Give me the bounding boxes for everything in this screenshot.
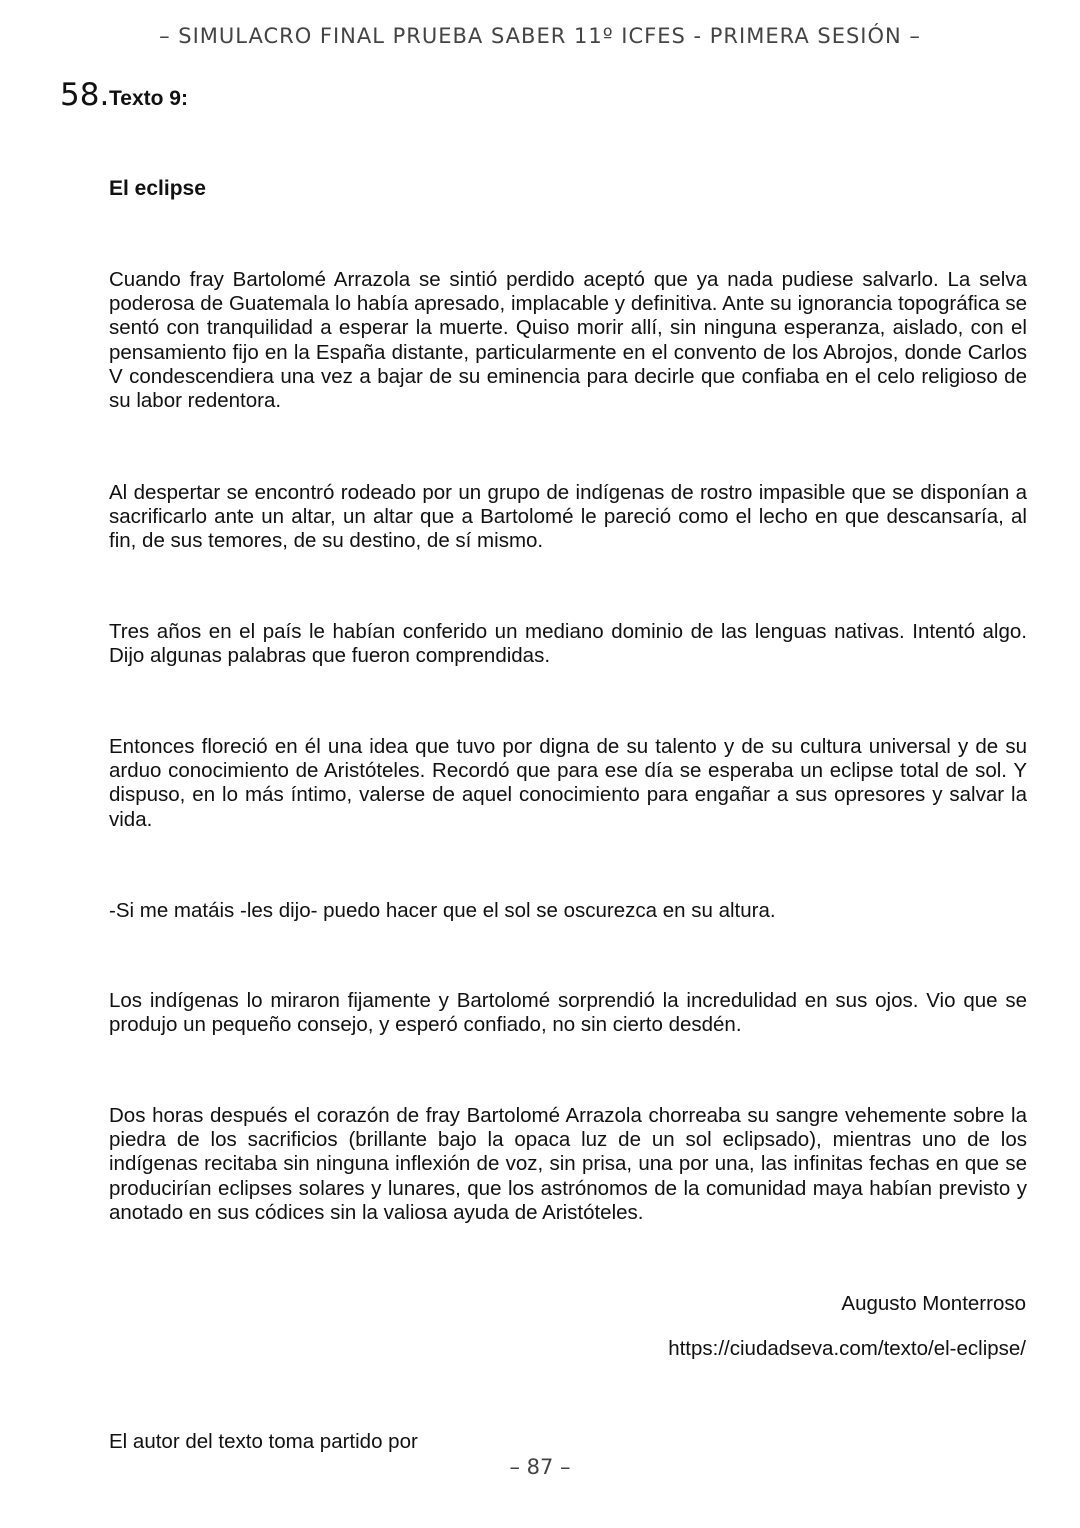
question-number: 58. <box>60 77 110 113</box>
paragraph: Dos horas después el corazón de fray Bartolomé Arrazola chorreaba su sangre vehemente sobre la piedra de los sacrificios (brillante bajo la opaca luz de un sol eclipsado), mientras uno de los indígenas recitaba sin ninguna inflexión de voz, sin prisa, una por una, las infinitas fechas en que se producirían eclipses solares y lunares, que los astrónomos de la comunidad maya habían previsto y anotado en sus códices sin la valiosa ayuda de Aristóteles. <box>109 1104 1027 1224</box>
paragraph: Los indígenas lo miraron fijamente y Bartolomé sorprendió la incredulidad en sus ojos. Vio que se produjo un pequeño consejo, y esperó confiado, no sin cierto desdén. <box>109 989 1027 1037</box>
running-header: – SIMULACRO FINAL PRUEBA SABER 11º ICFES - PRIMERA SESIÓN – <box>159 24 921 48</box>
paragraph: Tres años en el país le habían conferido un mediano dominio de las lenguas nativas. Intentó algo. Dijo algunas palabras que fueron comprendidas. <box>109 620 1027 668</box>
question-label: Texto 9: <box>109 87 188 110</box>
paragraph: Al despertar se encontró rodeado por un grupo de indígenas de rostro impasible que se disponían a sacrificarlo ante un altar, un altar que a Bartolomé le pareció como el lecho en que descansaría, al fin, de sus temores, de su destino, de sí mismo. <box>109 481 1027 553</box>
question-prompt: El autor del texto toma partido por <box>109 1430 418 1453</box>
paragraph: Entonces floreció en él una idea que tuvo por digna de su talento y de su cultura universal y de su arduo conocimiento de Aristóteles. Recordó que para ese día se esperaba un eclipse total de sol. Y dispuso, en lo más íntimo, valerse de aquel conocimiento para engañar a sus opresores y salvar la vida. <box>109 735 1027 831</box>
source-url: https://ciudadseva.com/texto/el-eclipse/ <box>668 1337 1026 1360</box>
text-title: El eclipse <box>109 177 206 200</box>
paragraph: -Si me matáis -les dijo- puedo hacer que el sol se oscurezca en su altura. <box>109 899 776 922</box>
author-name: Augusto Monterroso <box>841 1292 1026 1315</box>
paragraph: Cuando fray Bartolomé Arrazola se sintió perdido aceptó que ya nada pudiese salvarlo. La selva poderosa de Guatemala lo había apresado, implacable y definitiva. Ante su ignorancia topográfica se sentó con tranquilidad a esperar la muerte. Quiso morir allí, sin ninguna esperanza, aislado, con el pensamiento fijo en la España distante, particularmente en el convento de los Abrojos, donde Carlos V condescendiera una vez a bajar de su eminencia para decirle que confiaba en el celo religioso de su labor redentora. <box>109 268 1027 413</box>
page-number: – 87 – <box>509 1455 571 1479</box>
